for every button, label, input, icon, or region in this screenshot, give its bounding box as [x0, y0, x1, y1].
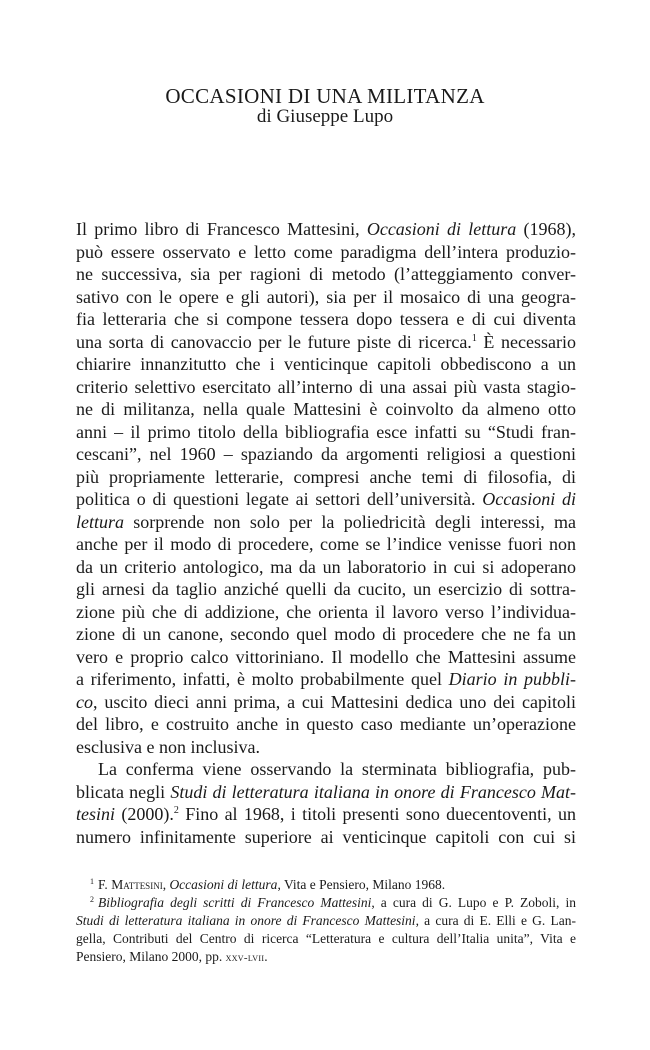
text-line: zione di un canone, secondo quel modo di procedere che ne fa un	[76, 624, 576, 644]
footnote-ref: 1	[471, 332, 477, 344]
footnote-number: 1	[90, 877, 94, 886]
footnote-ref: 2	[173, 805, 179, 816]
text-line: più propriamente letterarie, compresi anche temi di filosofia, di	[76, 466, 576, 487]
italic-title: Studi di letteratura italiana in onore di Francesco Mat-	[170, 781, 576, 802]
text-line: gli arnesi da taglio anziché quelli da cucito, un esercizio di sottra-	[76, 579, 576, 599]
text-line: anni – il primo titolo della bibliografia esce infatti su “Studi fran-	[76, 421, 576, 442]
text-line: ne successiva, sia per ragioni di metodo (l’atteggiamento conver-	[76, 264, 576, 284]
text-line: Il primo libro di Francesco Mattesini, Occasioni di lettura (1968),	[76, 219, 576, 239]
page-range-smallcaps: xxv-lvii	[225, 952, 265, 964]
footnote-line: Studi di letteratura italiana in onore di Francesco Mattesini, a cura di E. Elli e G. Lan-	[76, 913, 576, 928]
italic-title: tesini	[76, 804, 115, 824]
text-line: numero infinitamente superiore ai venticinque capitoli con cui si	[76, 826, 576, 847]
text-line: anche per il modo di procedere, come se l’indice venisse fuori non	[76, 534, 576, 554]
footnote-2: $^2$ Bibliografia degli scritti di Francesco Mattesini, a cura di G. Lupo e P. Zoboli, in	[90, 895, 576, 910]
text-line: zione più che di addizione, che orienta il lavoro verso l’individua-	[76, 601, 576, 622]
italic-title: Occasioni di	[482, 489, 576, 509]
text-line: sativo con le opere e gli autori), sia per il mosaico di una geogra-	[76, 286, 576, 307]
text-line: a riferimento, infatti, è molto probabilmente quel Diario in pubbli-	[76, 669, 576, 689]
italic-title: co	[76, 691, 93, 712]
chapter-author: di Giuseppe Lupo	[256, 106, 394, 127]
text-line: cescani”, nel 1960 – spaziando da argomenti religiosi a questioni	[76, 444, 576, 464]
text-line: lettura sorprende non solo per la poliedricità degli interessi, ma	[76, 511, 576, 532]
italic-title: lettura	[76, 511, 124, 532]
text-line: esclusiva e non inclusiva.	[76, 736, 260, 757]
text-line: vero e proprio calco vittoriniano. Il modello che Mattesini assume	[76, 646, 576, 667]
text-line: politica o di questioni legate ai settori dell’università. Occasioni di	[76, 489, 576, 509]
footnote-number: 2	[90, 895, 94, 904]
text-line: La conferma viene osservando la sterminata bibliografia, pub-	[98, 759, 576, 779]
footnote-1: $^1$ F. Mattesini, Occasioni di lettura, Vita e Pensiero, Milano 1968.	[90, 877, 446, 892]
text-line: tesini (2000).$^2$ Fino al 1968, i titoli presenti sono duecentoventi, un	[76, 804, 576, 824]
author-smallcaps: Mattesini	[111, 877, 163, 892]
text-line: una sorta di canovaccio per le future piste di ricerca.$^1$ È necessario	[76, 331, 576, 352]
text-line: può essere osservato e letto come paradigma dell’intera produzio-	[76, 241, 576, 262]
text-line: da un criterio antologico, ma da un laboratorio in cui si adoperano	[76, 556, 576, 577]
footnotes	[76, 876, 576, 966]
text-line: blicata negli Studi di letteratura italiana in onore di Francesco Mat-	[76, 781, 576, 802]
body-text	[76, 218, 576, 848]
text-line: del libro, e costruito anche in questo caso mediante un’operazione	[76, 714, 576, 734]
text-line: criterio selettivo esercitato all’interno di una assai più vasta stagio-	[76, 376, 576, 397]
chapter-title: OCCASIONI DI UNA MILITANZA	[165, 84, 485, 108]
italic-title: Occasioni di lettura	[366, 219, 517, 239]
text-line: chiarire innanzitutto che i venticinque capitoli obbediscono a un	[76, 354, 576, 374]
footnote-line: gella, Contributi del Centro di ricerca “Letteratura e cultura dell’Italia unita”, Vita e	[76, 931, 576, 946]
text-line: ne di militanza, nella quale Mattesini è coinvolto da almeno otto	[76, 399, 576, 419]
footnote-line: Pensiero, Milano 2000, pp. xxv-lvii.	[76, 949, 268, 964]
italic-title: Diario in pubbli-	[448, 669, 576, 689]
text-line: co, uscito dieci anni prima, a cui Mattesini dedica uno dei capitoli	[76, 691, 576, 712]
text-line: fia letteraria che si compone tessera dopo tessera e di cui diventa	[76, 309, 576, 329]
